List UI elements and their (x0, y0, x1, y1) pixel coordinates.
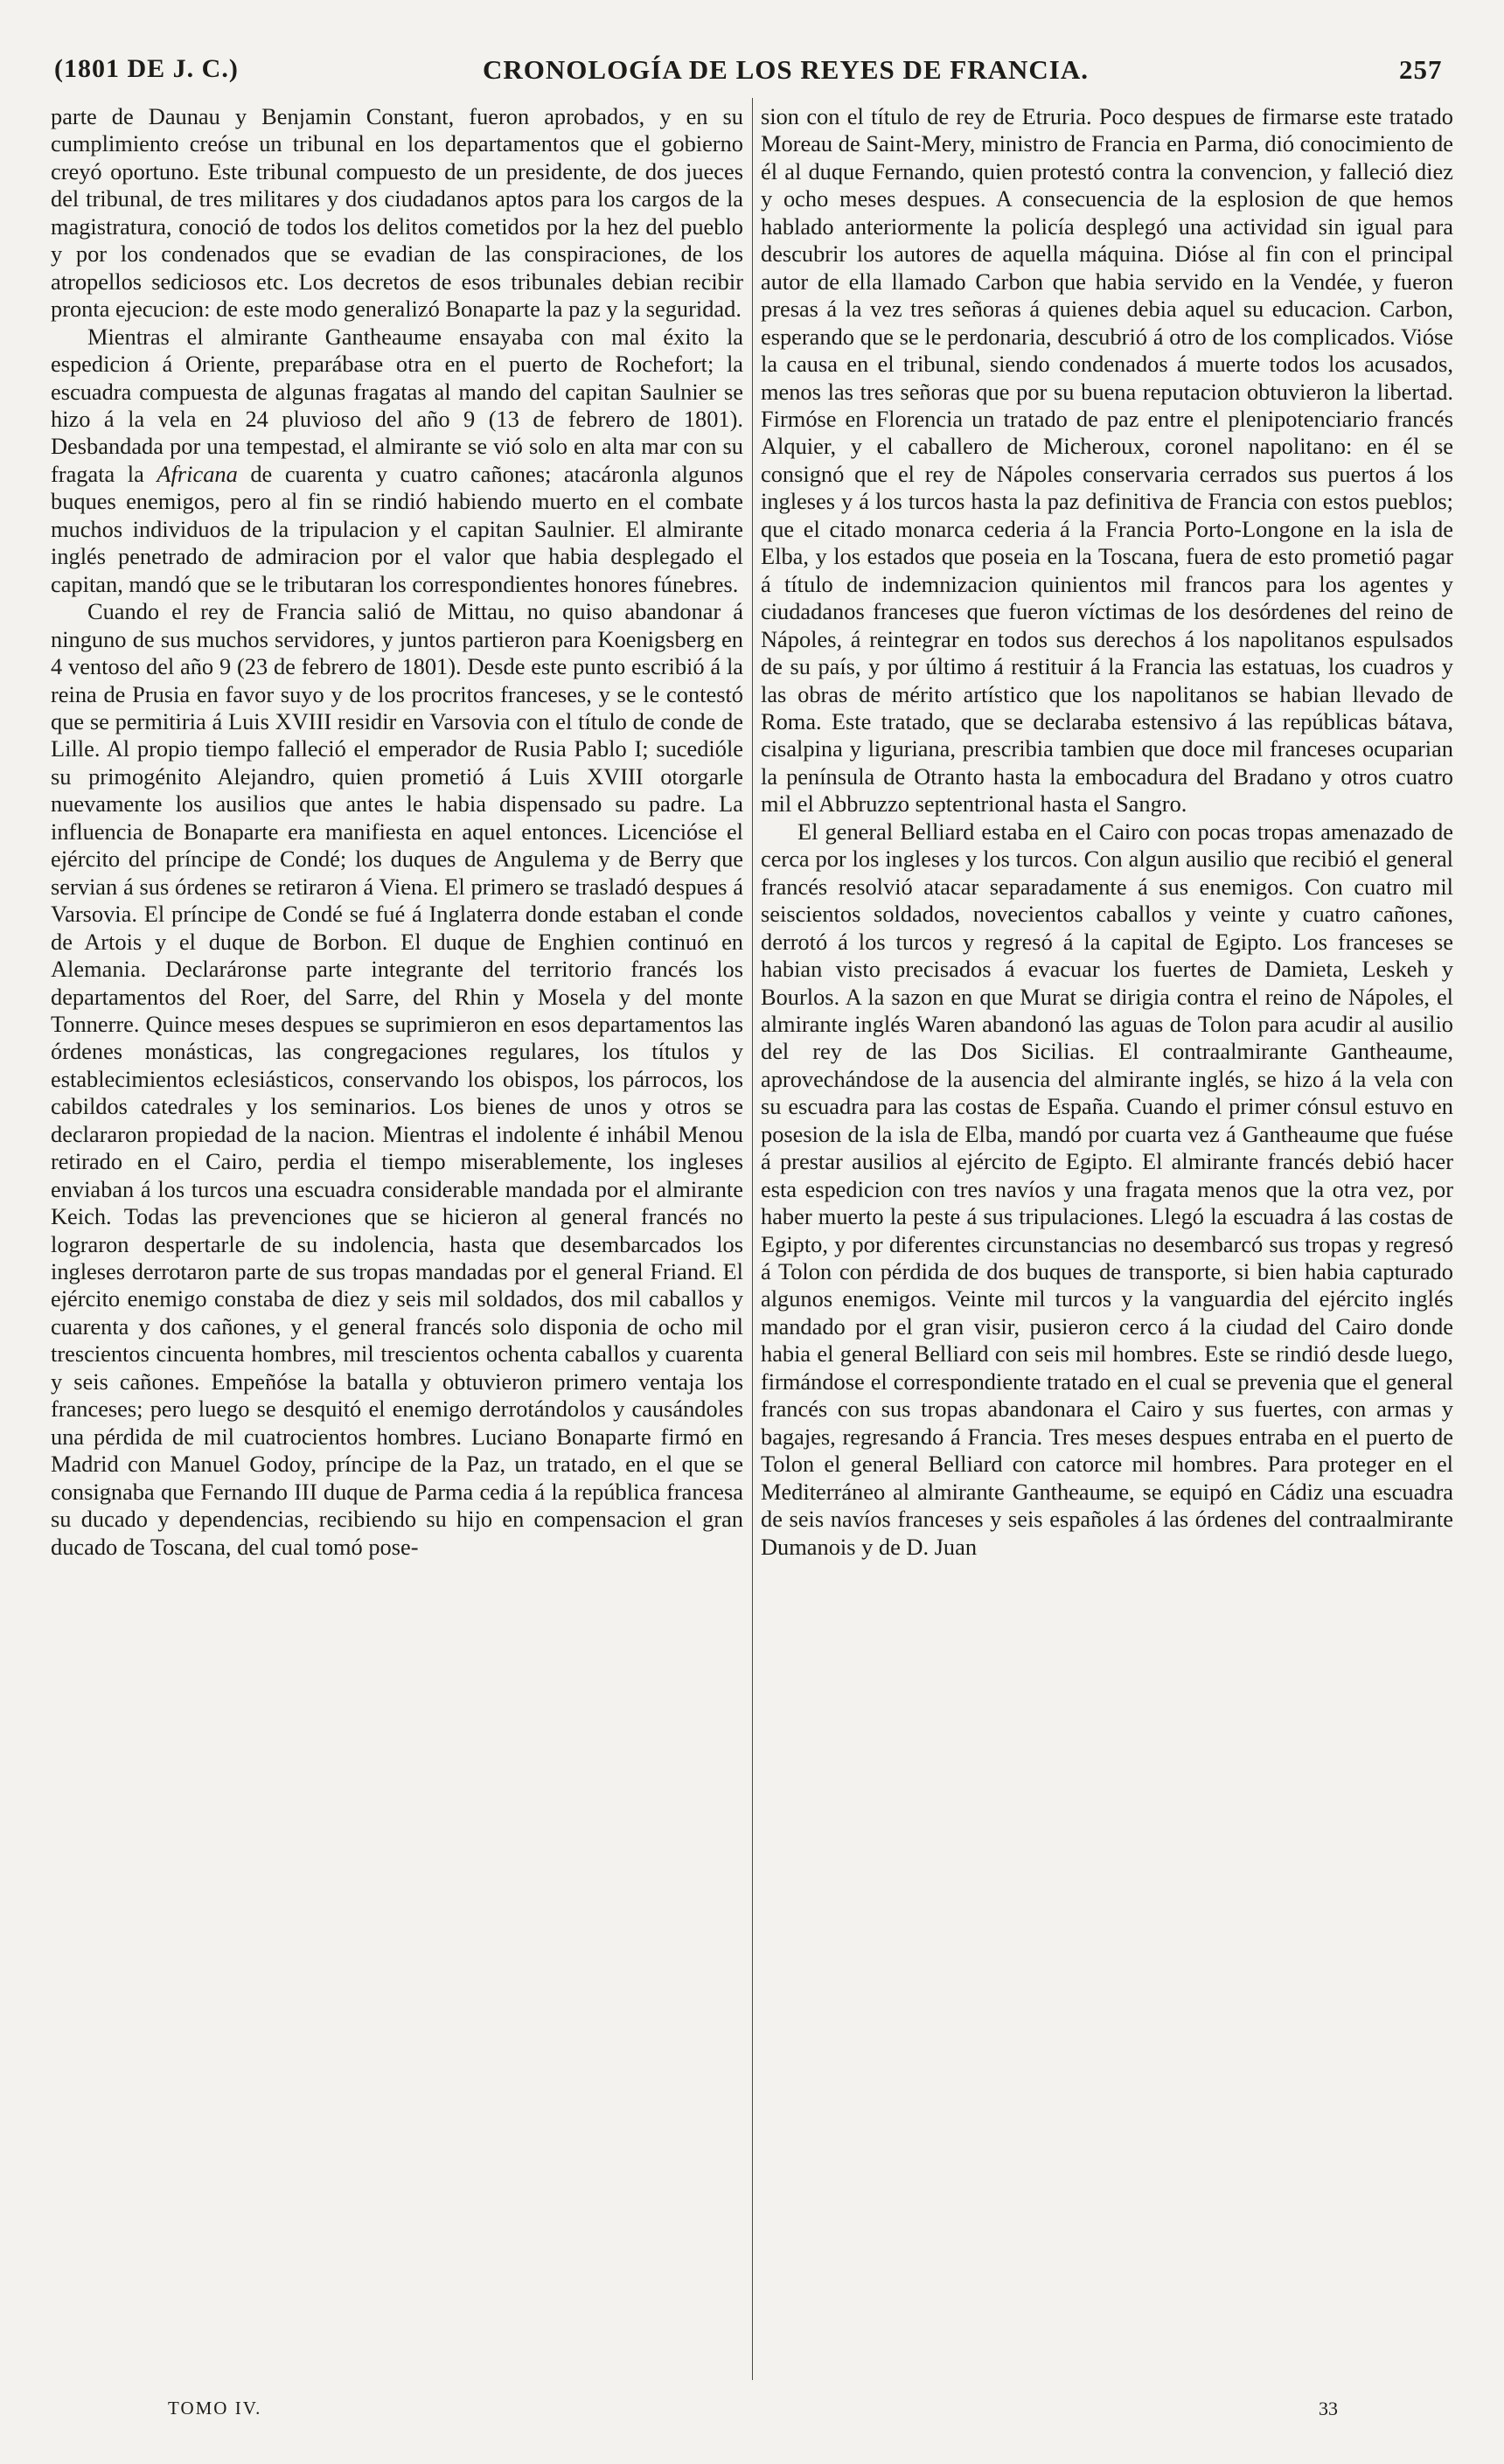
ship-name: Africana (157, 460, 238, 487)
volume-signature: TOMO IV. (168, 2398, 262, 2419)
paragraph: El general Belliard estaba en el Cairo con pocas tropas amenazado de cerca por los ingleses y los turcos. Con algun ausilio que recibió el general francés resolvió atacar separadamente á sus enemigos. Con cuatro mil seiscientos soldados, novecientos caballos y veinte y cuatro cañones, derrotó á los turcos y regresó á la capital de Egipto. Los franceses se habian visto precisados á evacuar los fuertes de Damieta, Leskeh y Bourlos. A la sazon en que Murat se dirigia contra el reino de Nápoles, el almirante inglés Waren abandonó las aguas de Tolon para acudir al ausilio del rey de las Dos Sicilias. El contraalmirante Gantheaume, aprovechándose de la ausencia del almirante inglés, se hizo á la vela con su escuadra para las costas de España. Cuando el primer cónsul estuvo en posesion de la isla de Elba, mandó por cuarta vez á Gantheaume que fuése á prestar ausilios al ejército de Egipto. El almirante francés debió hacer esta espedicion con tres navíos y una fragata menos que la otra vez, por haber muerto la peste á sus tripulaciones. Llegó la escuadra á las costas de Egipto, y por diferentes circunstancias no desembarcó sus tropas y regresó á Tolon con pérdida de dos buques de transporte, si bien habia capturado algunos enemigos. Veinte mil turcos y la vanguardia del ejército inglés mandado por el gran visir, pusieron cerco á la ciudad del Cairo donde habia el general Belliard con seis mil hombres. Este se rindió desde luego, firmándose el correspondiente tratado en el cual se prevenia que el general francés con sus tropas abandonara el Cairo y sus fuertes, con armas y bagajes, regresando á Francia. Tres meses despues entraba en el puerto de Tolon el general Belliard con catorce mil hombres. Para proteger en el Mediterráneo al almirante Gantheaume, se equipó en Cádiz una escuadra de seis navíos franceses y seis españoles á las órdenes del contraalmirante Dumanois y de D. Juan (761, 818, 1453, 1560)
page-title: CRONOLOGÍA DE LOS REYES DE FRANCIA. (483, 54, 1089, 85)
column-divider (752, 98, 753, 2380)
page-number: 257 (1399, 54, 1443, 85)
paragraph: Cuando el rey de Francia salió de Mittau, no quiso abandonar á ninguno de sus muchos servidores, y juntos partieron para Koenigsberg en 4 ventoso del año 9 (23 de febrero de 1801). Desde este punto escribió á la reina de Prusia en favor suyo y de los procritos franceses, y se le contestó que se permitiria á Luis XVIII residir en Varsovia con el título de conde de Lille. Al propio tiempo falleció el emperador de Rusia Pablo I; sucedióle su primogénito Alejandro, quien prometió á Luis XVIII otorgarle nuevamente los ausilios que antes le habia dispensado su padre. La influencia de Bonaparte era manifiesta en aquel entonces. Licencióse el ejército del príncipe de Condé; los duques de Angulema y de Berry que servian á sus órdenes se retiraron á Viena. El primero se trasladó despues á Varsovia. El príncipe de Condé se fué á Inglaterra donde estaban el conde de Artois y el duque de Borbon. El duque de Enghien continuó en Alemania. Declaráronse parte integrante del territorio francés los departamentos del Roer, del Sarre, del Rhin y Mosela y del monte Tonnerre. Quince meses despues se suprimieron en esos departamentos las órdenes monásticas, las congregaciones regulares, los títulos y establecimientos eclesiásticos, conservando los obispos, los párrocos, los cabildos catedrales y los seminarios. Los bienes de unos y otros se declararon propiedad de la nacion. Mientras el indolente é inhábil Menou retirado en el Cairo, perdia el tiempo miserablemente, los ingleses enviaban á los turcos una escuadra considerable mandada por el almirante Keich. Todas las prevenciones que se hicieron al general francés no lograron despertarle de su indolencia, hasta que desembarcados los ingleses derrotaron parte de sus tropas mandadas por el general Friand. El ejército enemigo constaba de diez y seis mil soldados, dos mil caballos y cuarenta y dos cañones, y el general francés solo disponia de ocho mil trescientos cincuenta hombres, mil trescientos ochenta caballos y cuarenta y seis cañones. Empeñóse la batalla y obtuvieron primero ventaja los franceses; pero luego se desquitó el enemigo derrotándolos y causándoles una pérdida de mil cuatrocientos hombres. Luciano Bonaparte firmó en Madrid con Manuel Godoy, príncipe de la Paz, un tratado, en el que se consignaba que Fernando III duque de Parma cedia á la república francesa su ducado y dependencias, recibiendo su hijo en compensacion el gran ducado de Toscana, del cual tomó pose- (51, 598, 743, 1560)
running-header (0, 54, 1504, 98)
sheet-number: 33 (1319, 2398, 1338, 2419)
paragraph: parte de Daunau y Benjamin Constant, fueron aprobados, y en su cumplimiento creóse un tribunal en los departamentos que el gobierno creyó oportuno. Este tribunal compuesto de un presidente, de dos jueces del tribunal, de tres militares y dos ciudadanos aptos para los cargos de la magistratura, conoció de todos los delitos cometidos por la hez del pueblo y por los condenados que se evadian de las conspiraciones, de los atropellos sediciosos etc. Los decretos de esos tribunales debian recibir pronta ejecucion: de este modo generalizó Bonaparte la paz y la seguridad. (51, 103, 743, 323)
paragraph (51, 324, 743, 599)
paragraph-text: Mientras el almirante Gantheaume ensayaba con mal éxito la espedicion á Oriente, preparábase otra en el puerto de Rochefort; la escuadra compuesta de algunas fragatas al mando del capitan Saulnier se hizo á la vela en 24 pluvioso del año 9 (13 de febrero de 1801). Desbandada por una tempestad, el almirante se vió solo en alta mar con su fragata la (51, 323, 743, 487)
paragraph: sion con el título de rey de Etruria. Poco despues de firmarse este tratado Moreau de Saint-Mery, ministro de Francia en Parma, dió conocimiento de él al duque Fernando, quien protestó contra la convencion, y falleció diez y ocho meses despues. A consecuencia de la esplosion de que hemos hablado anteriormente la policía desplegó una actividad sin igual para descubrir los autores de aquella máquina. Dióse al fin con el principal autor de ella llamado Carbon que habia servido en la Vendée, y fueron presas á la vez tres señoras á quienes debia aquel su educacion. Carbon, esperando que se le perdonaria, descubrió á otro de los complicados. Vióse la causa en el tribunal, siendo condenados á muerte todos los acusados, menos las tres señoras que por su buena reputacion obtuvieron la libertad. Firmóse en Florencia un tratado de paz entre el plenipotenciario francés Alquier, y el caballero de Micheroux, coronel napolitano: en él se consignó que el rey de Nápoles conservaria cerrados sus puertos á los ingleses y á los turcos hasta la paz definitiva de Francia con estos pueblos; que el citado monarca cederia á la Francia Porto-Longone en la isla de Elba, y los estados que poseia en la Toscana, fuera de esto prometió pagar á título de indemnizacion quinientos mil francos para los agentes y ciudadanos franceses que fueron víctimas de los desórdenes del reino de Nápoles, á reintegrar en todos sus derechos á los napolitanos espulsados de su país, y por último á restituir á la Francia las estatuas, los cuadros y las obras de mérito artístico que los napolitanos se habian llevado de Roma. Este tratado, que se declaraba estensivo á las repúblicas bátava, cisalpina y liguriana, prescribia tambien que doce mil franceses ocuparian la península de Otranto hasta la embocadura del Bradano y otros cuatro mil el Abbruzzo septentrional hasta el Sangro. (761, 103, 1453, 818)
header-year: (1801 DE J. C.) (54, 54, 239, 83)
paragraph-text: de cuarenta y cuatro cañones; atacáronla algunos buques enemigos, pero al fin se rindió habiendo muerto en el combate muchos individuos de la tripulacion y el capitan Saulnier. El almirante inglés penetrado de admiracion por el valor que habia desplegado el capitan, mandó que se le tributaran los correspondientes honores fúnebres. (51, 460, 743, 597)
right-column (761, 103, 1453, 2377)
left-column (51, 103, 743, 2377)
